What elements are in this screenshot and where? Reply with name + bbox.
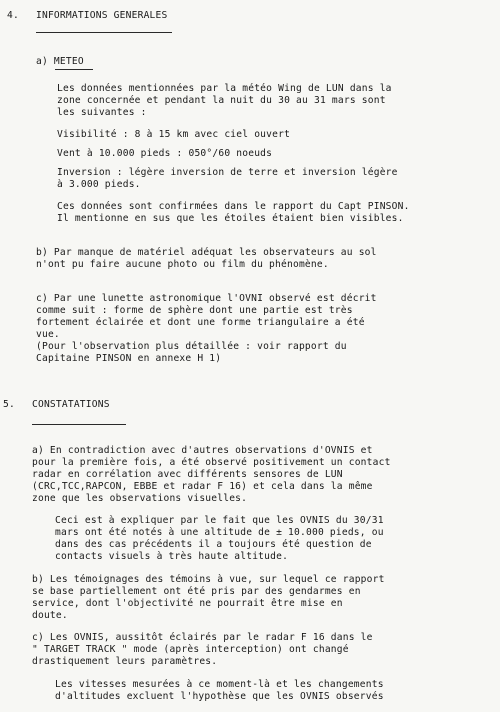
section-4-number: 4.	[7, 10, 19, 21]
section-5a-line: (CRC,TCC,RAPCON, EBBE et radar F 16) et cela dans la même	[32, 481, 373, 492]
section-5b-line: b) Les témoignages des témoins à vue, sur lequel ce rapport	[32, 574, 385, 585]
meteo-confirm-line: Ces données sont confirmées dans le rapport du Capt PINSON.	[57, 201, 410, 212]
section-4-underline	[36, 32, 172, 33]
section-4b-line: n'ont pu faire aucune photo ou film du phénomène.	[36, 259, 329, 270]
section-4c-line: (Pour l'observation plus détaillée : voir rapport du	[36, 341, 347, 352]
section-4c-line: comme suit : forme de sphère dont une partie est très	[36, 305, 353, 316]
section-5c-line: drastiquement leurs paramètres.	[32, 656, 218, 667]
section-4c-line: c) Par une lunette astronomique l'OVNI observé est décrit	[36, 293, 377, 304]
meteo-text-line: Les données mentionnées par la météo Wing de LUN dans la	[57, 83, 392, 94]
section-5b-line: service, dont l'objectivité ne pourrait être mise en	[32, 598, 343, 609]
meteo-text-line: zone concernée et pendant la nuit du 30 au 31 mars sont	[57, 95, 386, 106]
section-5a-para2-line: Ceci est à expliquer par le fait que les OVNIS du 30/31	[55, 515, 384, 526]
meteo-underline	[55, 69, 93, 70]
section-4a-label: a) METEO	[36, 56, 84, 67]
section-5c-para2-line: d'altitudes excluent l'hypothèse que les OVNIS observés	[55, 691, 384, 702]
section-5a-line: radar en corrélation avec différents sensores de LUN	[32, 469, 343, 480]
section-5-number: 5.	[3, 399, 15, 410]
section-5a-para2-line: contacts visuels à très haute altitude.	[55, 551, 289, 562]
section-5-heading: CONSTATATIONS	[32, 399, 110, 410]
inversion-line: Inversion : légère inversion de terre et inversion légère	[57, 167, 398, 178]
section-5a-line: a) En contradiction avec d'autres observations d'OVNIS et	[32, 445, 373, 456]
section-4-heading: INFORMATIONS GENERALES	[36, 10, 168, 21]
section-5c-line: c) Les OVNIS, aussitôt éclairés par le radar F 16 dans le	[32, 632, 373, 643]
inversion-line: à 3.000 pieds.	[57, 179, 141, 190]
section-5b-line: doute.	[32, 610, 68, 621]
section-5a-para2-line: mars ont été notés à une altitude de ± 10.000 pieds, ou	[55, 527, 384, 538]
section-5a-para2-line: dans des cas précédents il a toujours été question de	[55, 539, 372, 550]
section-5c-line: " TARGET TRACK " mode (après interception) ont changé	[32, 644, 349, 655]
section-5c-para2-line: Les vitesses mesurées à ce moment-là et les changements	[55, 679, 384, 690]
meteo-confirm-line: Il mentionne en sus que les étoiles étaient bien visibles.	[57, 213, 404, 224]
section-4c-line: fortement éclairée et dont une forme triangulaire a été	[36, 317, 365, 328]
section-4c-line: Capitaine PINSON en annexe H 1)	[36, 353, 222, 364]
section-5b-line: se base partiellement ont été pris par des gendarmes en	[32, 586, 361, 597]
section-5-underline	[32, 424, 126, 425]
section-4b-line: b) Par manque de matériel adéquat les observateurs au sol	[36, 247, 377, 258]
section-4c-line: vue.	[36, 329, 60, 340]
wind-line: Vent à 10.000 pieds : 050°/60 noeuds	[57, 148, 273, 159]
visibility-line: Visibilité : 8 à 15 km avec ciel ouvert	[57, 129, 291, 140]
meteo-text-line: les suivantes :	[57, 107, 147, 118]
section-5a-line: pour la première fois, a été observé positivement un contact	[32, 457, 391, 468]
section-5a-line: zone que les observations visuelles.	[32, 493, 248, 504]
